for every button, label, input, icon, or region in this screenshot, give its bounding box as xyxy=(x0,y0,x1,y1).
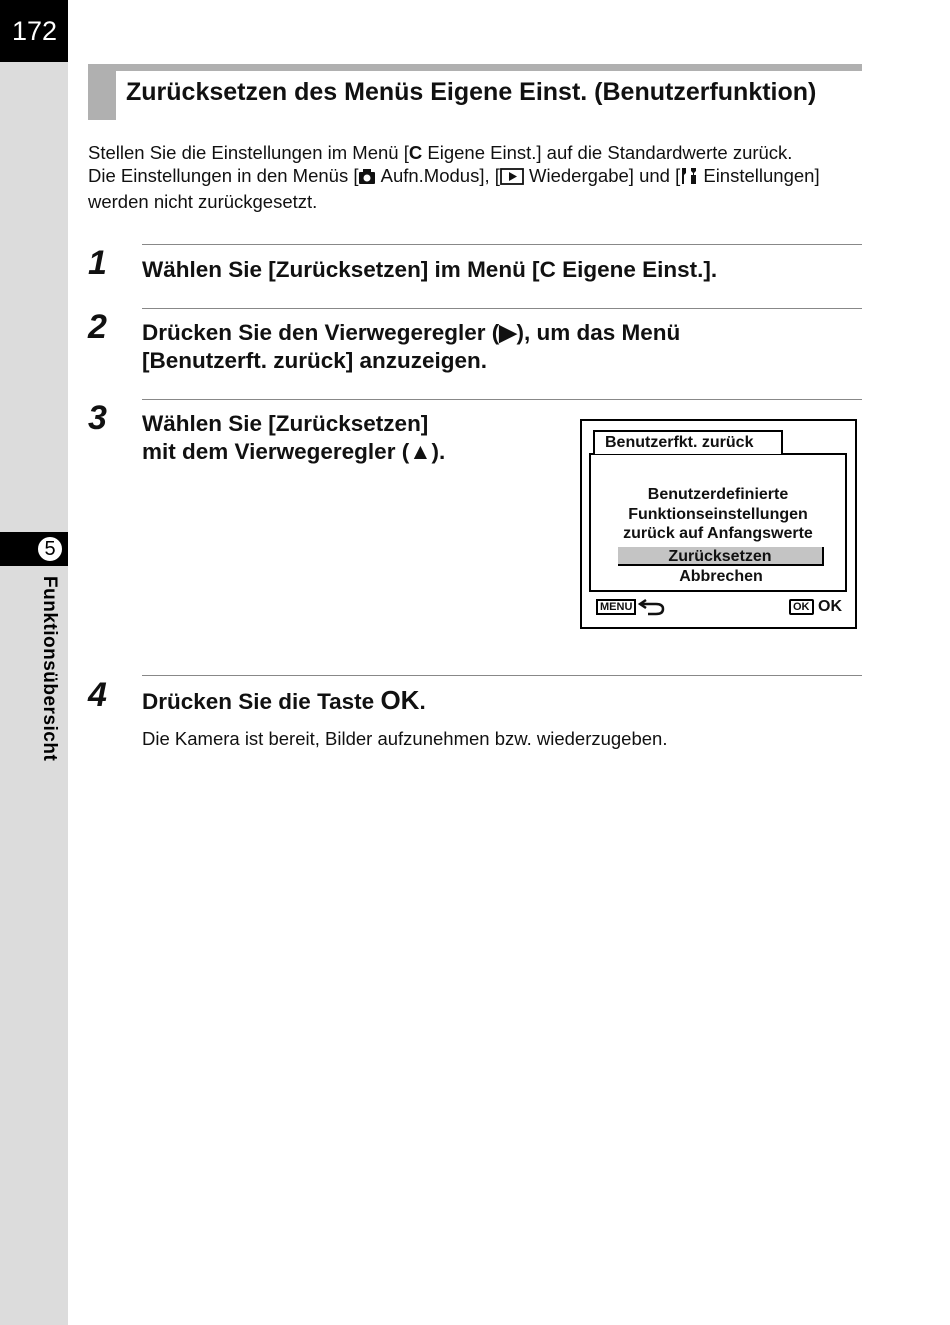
step-1-text-pre: Wählen Sie [Zurücksetzen] im Menü [ xyxy=(142,257,540,282)
chapter-number: 5 xyxy=(36,535,64,563)
step-1-text-post: Eigene Einst.]. xyxy=(555,257,718,282)
step-divider xyxy=(142,675,862,676)
step-number-1: 1 xyxy=(88,244,107,282)
step-3-line2: mit dem Vierwegeregler (▲). xyxy=(142,439,446,464)
intro-line3: werden nicht zurückgesetzt. xyxy=(88,191,318,212)
step-1-c-icon: C xyxy=(539,257,556,282)
page-title: Zurücksetzen des Menüs Eigene Einst. (Benutzerfunktion) xyxy=(126,78,817,106)
menu-button-icon: MENU xyxy=(596,599,636,615)
step-4-subtext: Die Kamera ist bereit, Bilder aufzunehmen bzw. wiederzugeben. xyxy=(142,728,668,749)
ok-key-label: OK xyxy=(380,685,420,715)
step-2-line1: Drücken Sie den Vierwegeregler (▶), um das Menü xyxy=(142,320,681,345)
ok-button-icon: OK xyxy=(789,599,814,615)
step-2-line2: [Benutzerft. zurück] anzuzeigen. xyxy=(142,348,488,373)
intro-line1-pre: Stellen Sie die Einstellungen im Menü [ xyxy=(88,142,409,163)
title-bar xyxy=(88,64,862,71)
ok-label: OK xyxy=(818,598,842,615)
wrench-icon xyxy=(680,167,698,190)
menu-message-line: Funktionseinstellungen xyxy=(628,505,808,523)
step-4-text xyxy=(142,686,426,716)
intro-line2-pre: Die Einstellungen in den Menüs [ xyxy=(88,165,359,186)
step-divider xyxy=(142,308,862,309)
menu-option-reset[interactable]: Zurücksetzen xyxy=(618,547,824,566)
custom-menu-c-icon: C xyxy=(408,142,423,163)
intro-paragraph xyxy=(88,141,878,213)
camera-icon xyxy=(358,167,376,190)
menu-message-line: Benutzerdefinierte xyxy=(647,486,789,503)
title-block xyxy=(88,64,116,120)
step-divider xyxy=(142,399,862,400)
intro-line2-play: Wiedergabe] und [ xyxy=(523,165,681,186)
menu-option-cancel[interactable]: Abbrechen xyxy=(679,568,763,585)
step-divider xyxy=(142,244,862,245)
intro-line1-post: Eigene Einst.] auf die Standardwerte zurück. xyxy=(422,142,793,163)
step-number-3: 3 xyxy=(88,399,107,437)
menu-tab-title: Benutzerfkt. zurück xyxy=(593,430,783,454)
step-1-text xyxy=(142,256,717,284)
page-number: 172 xyxy=(0,0,68,62)
step-4-text-post: . xyxy=(419,689,426,714)
step-3-line1: Wählen Sie [Zurücksetzen] xyxy=(142,411,429,436)
camera-screen xyxy=(580,419,857,629)
intro-line2-setup: Einstellungen] xyxy=(698,165,820,186)
intro-line2-rec: Aufn.Modus], [ xyxy=(376,165,500,186)
back-arrow-icon xyxy=(638,597,666,622)
step-4-text-pre: Drücken Sie die Taste xyxy=(142,689,381,714)
step-2-text xyxy=(142,319,680,375)
play-icon xyxy=(500,167,524,190)
menu-message xyxy=(591,485,845,544)
menu-message-line: zurück auf Anfangswerte xyxy=(623,525,813,542)
menu-frame xyxy=(589,453,847,592)
step-3-text xyxy=(142,410,445,466)
step-number-2: 2 xyxy=(88,308,107,346)
step-number-4: 4 xyxy=(88,676,107,714)
chapter-label: Funktionsübersicht xyxy=(39,576,60,762)
